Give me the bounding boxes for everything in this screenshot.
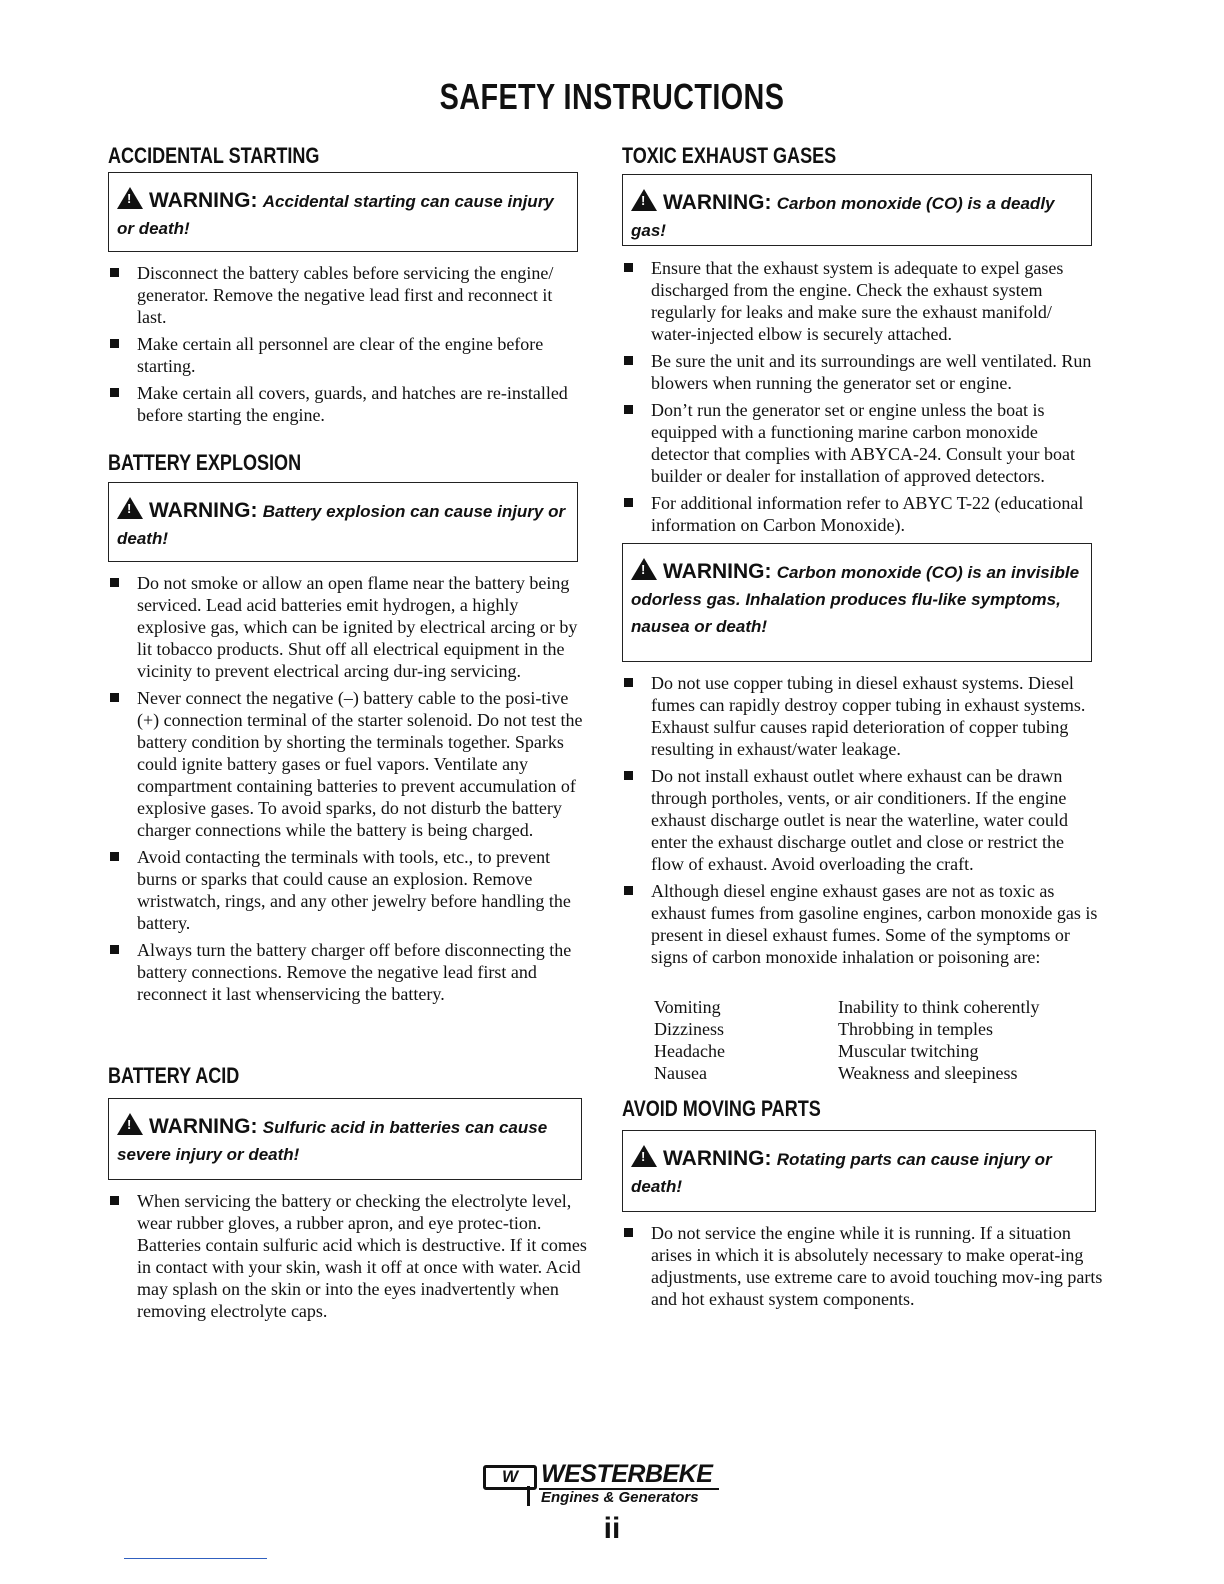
warning-message: Accidental starting can cause injury or death! (117, 192, 554, 238)
warning-box (622, 543, 1092, 662)
symptoms-row (654, 1040, 1098, 1062)
warning-box (622, 174, 1092, 246)
bullet-item: Be sure the unit and its surroundings are well ventilated. Run blowers when running the generator set or engine. (622, 350, 1100, 394)
bullet-list (108, 262, 586, 431)
page-title: SAFETY INSTRUCTIONS (439, 76, 785, 117)
warning-label: WARNING: (663, 191, 772, 214)
bullet-item: For additional information refer to ABYC T-22 (educational information on Carbon Monoxide). (622, 492, 1100, 536)
warning-label: WARNING: (149, 1115, 258, 1138)
section-heading-battery-acid: BATTERY ACID (108, 1063, 240, 1088)
bullet-item: Make certain all covers, guards, and hatches are re-installed before starting the engine. (108, 382, 586, 426)
bullet-list (108, 1190, 590, 1327)
warning-message: Battery explosion can cause injury or death! (117, 502, 566, 548)
warning-triangle-icon (631, 189, 657, 211)
warning-message: Rotating parts can cause injury or death! (631, 1150, 1052, 1196)
symptom: Weakness and sleepiness (838, 1063, 1018, 1083)
bullet-item: Ensure that the exhaust system is adequate to expel gases discharged from the engine. Check the exhaust system regularly for leaks and make sure the exhaust manifold/ water-injected elbow is securely attached. (622, 257, 1100, 345)
warning-triangle-icon (117, 1113, 143, 1135)
warning-triangle-icon (631, 1145, 657, 1167)
logo-name: WESTERBEKE (541, 1460, 713, 1488)
warning-label: WARNING: (149, 499, 258, 522)
symptom: Nausea (654, 1063, 707, 1083)
section-heading-toxic-exhaust-gases: TOXIC EXHAUST GASES (622, 143, 837, 168)
section-heading-accidental-starting: ACCIDENTAL STARTING (108, 143, 320, 168)
symptom: Headache (654, 1041, 725, 1061)
warning-triangle-icon (117, 187, 143, 209)
symptoms-row (654, 1018, 1098, 1040)
symptom: Vomiting (654, 997, 721, 1017)
bullet-item: Do not install exhaust outlet where exhaust can be drawn through portholes, vents, or air conditioners. If the engine exhaust discharge outlet is near the waterline, water could enter the exhaust discharge outlet and close or restrict the flow of exhaust. Avoid overloading the craft. (622, 765, 1100, 875)
section-heading-battery-explosion: BATTERY EXPLOSION (108, 450, 302, 475)
bullet-list (108, 572, 586, 1010)
bullet-item: Never connect the negative (–) battery cable to the posi-tive (+) connection terminal of the starter solenoid. Do not test the battery condition by shorting the terminals together. Sparks could ignite battery gases or fuel vapors. Ventilate any compartment containing batteries to prevent accumulation of explosive gases. To avoid sparks, do not disturb the battery charger connections while the battery is being charged. (108, 687, 586, 841)
symptoms-row (654, 996, 1098, 1018)
warning-box (622, 1130, 1096, 1212)
bullet-list (622, 257, 1100, 541)
bullet-item: Do not smoke or allow an open flame near the battery being serviced. Lead acid batteries emit hydrogen, a highly explosive gas, which can be ignited by electrical arcing or by lit tobacco products. Shut off all electrical equipment in the vicinity to prevent electrical arcing dur-ing servicing. (108, 572, 586, 682)
warning-message: Carbon monoxide (CO) is an invisible odorless gas. Inhalation produces flu-like symptoms, nausea or death! (631, 563, 1080, 636)
bullet-list (622, 1222, 1104, 1315)
warning-box (108, 1098, 582, 1180)
bullet-item: Do not service the engine while it is running. If a situation arises in which it is absolutely necessary to make operat-ing adjustments, use extreme care to avoid touching mov-ing parts and hot exhaust system components. (622, 1222, 1104, 1310)
bullet-item: Always turn the battery charger off before disconnecting the battery connections. Remove the negative lead first and reconnect it last whenservicing the battery. (108, 939, 586, 1005)
bullet-item: Disconnect the battery cables before servicing the engine/ generator. Remove the negative lead first and reconnect it last. (108, 262, 586, 328)
logo-mark: W (483, 1465, 537, 1490)
symptom: Dizziness (654, 1019, 724, 1039)
warning-box (108, 172, 578, 252)
warning-label: WARNING: (663, 1147, 772, 1170)
page-number: ii (603, 1512, 621, 1545)
bullet-item: Don’t run the generator set or engine unless the boat is equipped with a functioning marine carbon monoxide detector that complies with ABYCA-24. Consult your boat builder or dealer for installation of approved detectors. (622, 399, 1100, 487)
bullet-item: When servicing the battery or checking the electrolyte level, wear rubber gloves, a rubber apron, and eye protec-tion. Batteries contain sulfuric acid which is destructive. If it comes in contact with your skin, wash it off at once with water. Acid may splash on the skin or into the eyes inadvertently when removing electrolyte caps. (108, 1190, 590, 1322)
logo-tagline: Engines & Generators (541, 1489, 699, 1506)
symptoms-table (654, 996, 1098, 1084)
bullet-item: Although diesel engine exhaust gases are not as toxic as exhaust fumes from gasoline engines, carbon monoxide gas is present in diesel exhaust fumes. Some of the symptoms or signs of carbon monoxide inhalation or poisoning are: (622, 880, 1100, 968)
bullet-item: Do not use copper tubing in diesel exhaust systems. Diesel fumes can rapidly destroy copper tubing in exhaust systems. Exhaust sulfur causes rapid deterioration of copper tubing resulting in exhaust/water leakage. (622, 672, 1100, 760)
warning-box (108, 482, 578, 562)
warning-message: Sulfuric acid in batteries can cause severe injury or death! (117, 1118, 548, 1164)
footer-rule (124, 1558, 267, 1559)
warning-label: WARNING: (149, 189, 258, 212)
bullet-item: Avoid contacting the terminals with tools, etc., to prevent burns or sparks that could cause an explosion. Remove wristwatch, rings, and any other jewelry before handling the battery. (108, 846, 586, 934)
warning-label: WARNING: (663, 560, 772, 583)
warning-triangle-icon (631, 558, 657, 580)
warning-triangle-icon (117, 497, 143, 519)
bullet-list (622, 672, 1100, 973)
warning-message: Carbon monoxide (CO) is a deadly gas! (631, 194, 1055, 240)
symptoms-row (654, 1062, 1098, 1084)
section-heading-avoid-moving-parts: AVOID MOVING PARTS (622, 1096, 821, 1121)
symptom: Muscular twitching (838, 1041, 979, 1061)
symptom: Throbbing in temples (838, 1019, 993, 1039)
bullet-item: Make certain all personnel are clear of the engine before starting. (108, 333, 586, 377)
symptom: Inability to think coherently (838, 997, 1040, 1017)
